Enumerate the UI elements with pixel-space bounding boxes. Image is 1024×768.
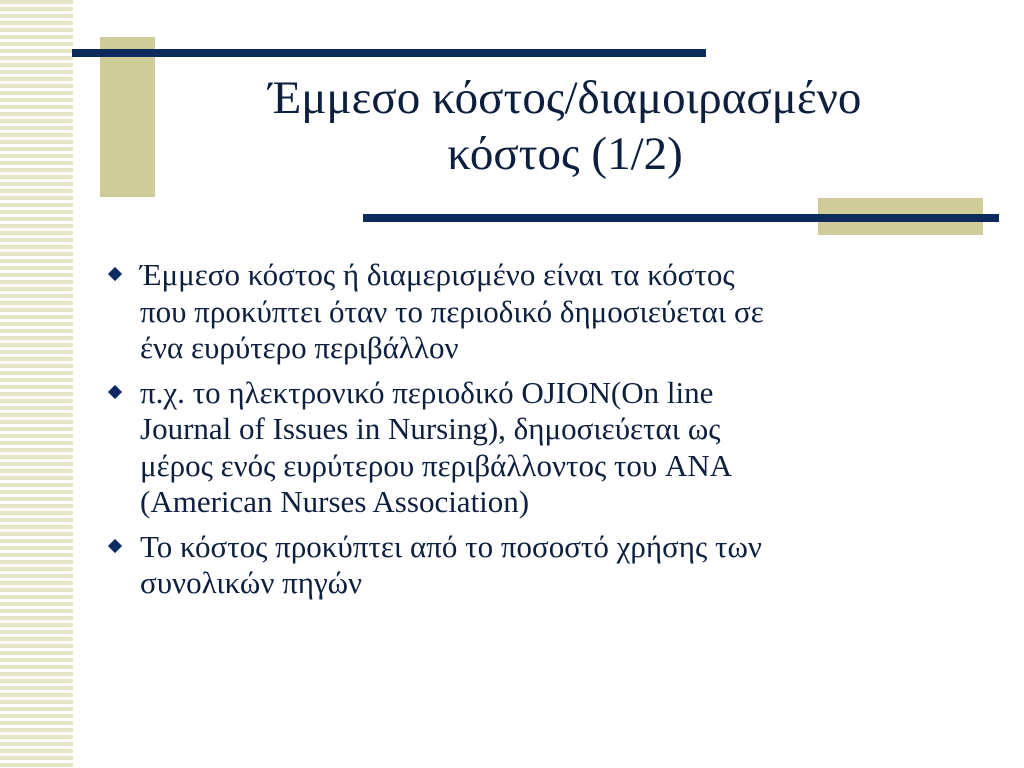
bullet-line: π.χ. το ηλεκτρονικό περιοδικό OJION(On line: [140, 374, 714, 410]
navy-rule-bottom: [363, 214, 999, 222]
slide-title: [150, 70, 980, 182]
bullet-item: [104, 375, 974, 521]
bullet-line: (American Nurses Association): [140, 484, 530, 519]
bullet-line: Το κόστος προκύπτει από το ποσοστό χρήσης των: [140, 528, 762, 564]
bullet-line: Έμμεσο κόστος ή διαμερισμένο είναι τα κόστος: [140, 257, 735, 292]
bullet-item: [104, 257, 974, 367]
bullet-item: [104, 529, 974, 602]
navy-rule-top: [72, 49, 706, 57]
striped-side-bar: [0, 0, 73, 768]
bullet-line: ένα ευρύτερο περιβάλλον: [140, 330, 459, 365]
diamond-bullet-icon: [108, 538, 122, 552]
bullet-line: που προκύπτει όταν το περιοδικό δημοσιεύεται σε: [140, 293, 764, 329]
title-line: κόστος (1/2): [447, 128, 683, 180]
diamond-bullet-icon: [108, 384, 122, 398]
bullet-list: [104, 257, 974, 610]
bullet-line: μέρος ενός ευρύτερου περιβάλλοντος του ANA: [140, 447, 733, 483]
khaki-square-top: [100, 37, 155, 197]
diamond-bullet-icon: [108, 267, 122, 281]
title-line: Έμμεσο κόστος/διαμοιρασμένο: [268, 72, 862, 124]
bullet-line: συνολικών πηγών: [140, 565, 363, 600]
bullet-line: Journal of Issues in Nursing), δημοσιεύεται ως: [140, 411, 721, 446]
